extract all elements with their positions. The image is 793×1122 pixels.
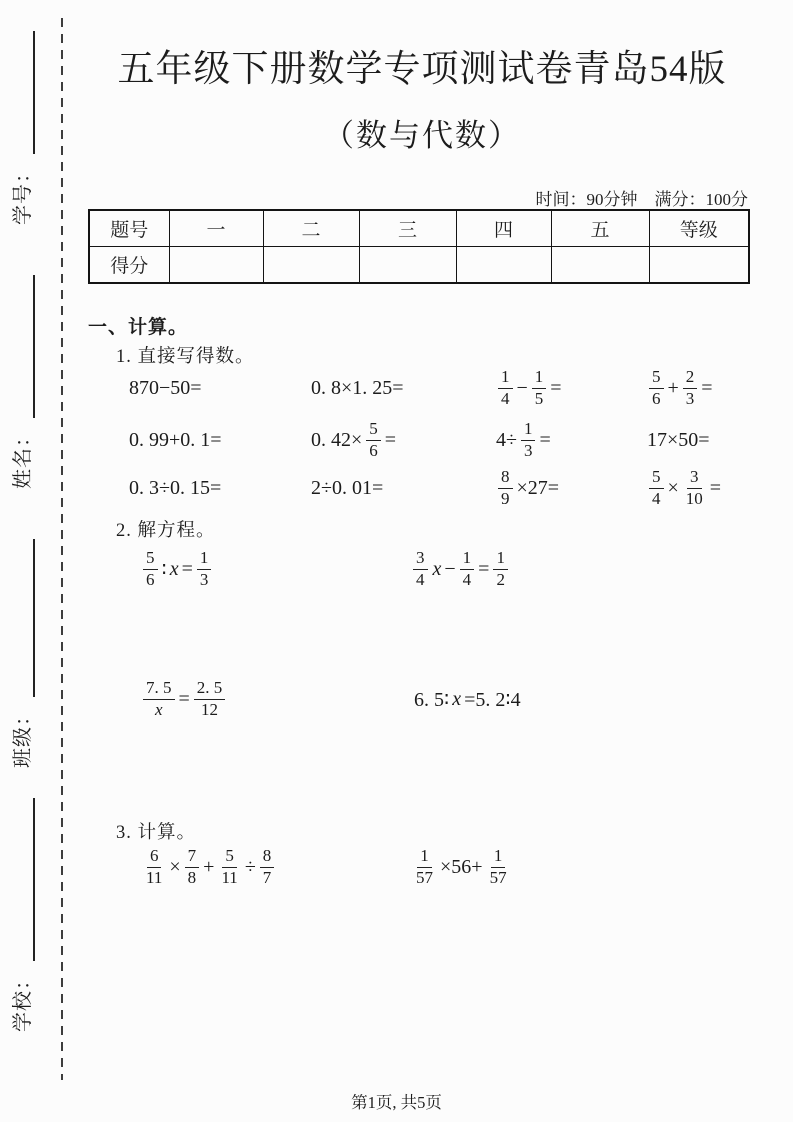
- header-cell-2: 二: [263, 210, 359, 247]
- header-cell-3: 三: [359, 210, 456, 247]
- exam-meta: 时间：90分钟 满分：100分: [535, 190, 748, 209]
- math-expression: 0. 3÷0. 15=: [129, 476, 222, 499]
- header-cell-4: 四: [456, 210, 551, 247]
- student-info-strip: [6, 18, 46, 1080]
- score-cell: [359, 247, 456, 284]
- school-fill-in-line: [32, 798, 35, 961]
- school-label: 学校：: [12, 969, 34, 1032]
- math-expression: 17×50=: [647, 428, 710, 451]
- cut-line: [61, 18, 63, 1080]
- math-expression: 6. 5∶ x =5. 2∶4: [414, 687, 521, 711]
- score-table-header-row: [89, 210, 749, 247]
- math-expression: $\frac{5}{4}$ × $\frac{3}{10}$ =: [646, 466, 722, 510]
- header-cell-5: 五: [551, 210, 649, 247]
- math-expression: $\frac{5}{6}$ + $\frac{2}{3}$ =: [646, 366, 714, 410]
- math-expression: 0. 8×1. 25=: [311, 376, 404, 399]
- student-id-label: 学号：: [12, 162, 34, 225]
- page-footer: 第1页, 共5页: [351, 1093, 442, 1112]
- score-row-label: 得分: [89, 247, 169, 284]
- score-cell: [456, 247, 551, 284]
- q3-heading: 3. 计算。: [116, 823, 197, 843]
- q2-heading: 2. 解方程。: [116, 521, 216, 541]
- math-expression: $\frac{1}{4}$ − $\frac{1}{5}$ =: [495, 366, 563, 410]
- header-cell-1: 一: [169, 210, 263, 247]
- page-subtitle: （数与代数）: [323, 118, 521, 153]
- math-expression: $\frac{3}{4}$ x − $\frac{1}{4}$ = $\frac{1}{2}$: [410, 547, 511, 591]
- page-title: 五年级下册数学专项测试卷青岛54版: [117, 49, 727, 90]
- math-expression: $\frac{7. 5}{x}$ = $\frac{2. 5}{12}$: [140, 677, 228, 721]
- math-expression: $\frac{6}{11}$ × $\frac{7}{8}$ + $\frac{5}{11}$ ÷ $\frac{8}{7}$: [140, 845, 277, 889]
- field-school: [6, 798, 35, 1032]
- math-expression: 4÷ $\frac{1}{3}$ =: [496, 419, 551, 460]
- class-label: 班级：: [12, 705, 34, 768]
- score-cell: [551, 247, 649, 284]
- math-expression: 0. 99+0. 1=: [129, 428, 222, 451]
- name-fill-in-line: [32, 275, 35, 418]
- q1-heading: 1. 直接写得数。: [116, 347, 255, 367]
- class-fill-in-line: [32, 539, 35, 697]
- score-cell: [263, 247, 359, 284]
- question-number-header: 题号: [89, 210, 169, 247]
- score-table-score-row: [89, 247, 749, 284]
- grade-header: 等级: [649, 210, 749, 247]
- name-label: 姓名：: [12, 426, 34, 489]
- content-area: [88, 0, 760, 1122]
- score-cell: [169, 247, 263, 284]
- field-student-id: [6, 31, 35, 225]
- field-class: [6, 539, 35, 768]
- math-expression: 2÷0. 01=: [311, 476, 384, 499]
- math-expression: $\frac{1}{57}$ ×56+ $\frac{1}{57}$: [416, 846, 507, 887]
- math-expression: $\frac{5}{6}$ ∶ x = $\frac{1}{3}$: [140, 547, 214, 591]
- score-table: [88, 209, 750, 284]
- field-name: [6, 275, 35, 489]
- math-expression: 870−50=: [129, 376, 202, 399]
- math-expression: 0. 42× $\frac{5}{6}$ =: [311, 419, 397, 460]
- math-expression: $\frac{8}{9}$ ×27=: [495, 466, 560, 510]
- score-cell: [649, 247, 749, 284]
- section-1-heading: 一、计算。: [88, 317, 189, 338]
- student-id-fill-in-line: [32, 31, 35, 154]
